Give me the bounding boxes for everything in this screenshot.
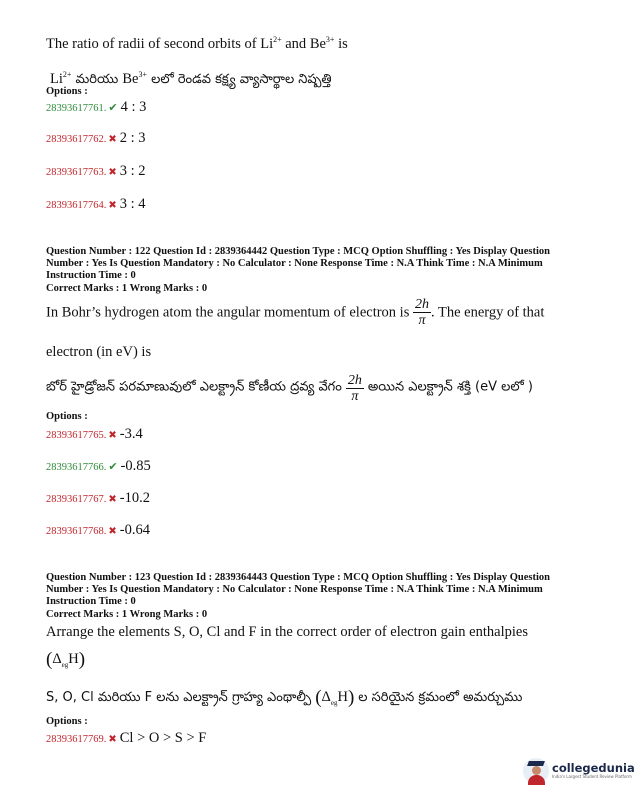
logo-tagline: India's Largest Student Review Platform (552, 774, 632, 779)
q122-question-en (46, 297, 544, 328)
q121-tel-ion1: $Li^{2+}$ (50, 70, 72, 87)
option-value: 2 : 3 (119, 130, 146, 146)
q122-tel-fraction: $\frac{2h}{\pi}$ (347, 373, 362, 404)
q123-tel-1: S, O, Cl మరియు F లను ఎలక్ట్రాన్ గ్రాహ్య ఎంథాల్పీ (46, 690, 312, 705)
option-value: 4 : 3 (120, 99, 147, 115)
q121-and: and (285, 36, 307, 52)
q122-tel-1: బోర్ హైడ్రోజన్ పరమాణువులో ఎలక్ట్రాన్ కోణీయ ద్రవ్య వేగం (46, 379, 342, 395)
option-value: 3 : 4 (119, 196, 146, 212)
q121-tel-rest: లలో రెండవ కక్ష్య వ్యాసార్థాల నిష్పత్తి (146, 72, 332, 87)
check-icon: ✔ (108, 461, 118, 473)
q121-text: The ratio of radii of second orbits of (46, 36, 257, 52)
option-value: -0.64 (119, 522, 150, 538)
q121-ion2: $Be^{3+}$ (309, 35, 335, 52)
cross-icon: ✖ (108, 494, 117, 505)
q122-options-label: Options : (46, 411, 88, 422)
q122-tel-2: అయిన ఎలక్ట్రాన్ శక్తి (eV లలో ) (367, 379, 533, 395)
cross-icon: ✖ (108, 526, 117, 537)
q122-option-4[interactable] (46, 521, 150, 539)
check-icon: ✔ (108, 102, 118, 114)
cross-icon: ✖ (108, 167, 117, 178)
q123-tel-2: ల సరియైన క్రమంలో అమర్చుము (358, 690, 523, 705)
q122-option-2[interactable] (46, 457, 151, 475)
logo-name: collegedunia (552, 761, 635, 775)
option-value: 3 : 2 (119, 163, 146, 179)
q121-question-te (50, 66, 332, 90)
q122-text-2: . The energy of that (430, 304, 545, 321)
q123-marks: Correct Marks : 1 Wrong Marks : 0 (46, 609, 208, 620)
q122-marks: Correct Marks : 1 Wrong Marks : 0 (46, 283, 208, 294)
option-id: 28393617765. (46, 430, 107, 441)
option-id: 28393617763. (46, 167, 107, 178)
option-id: 28393617764. (46, 200, 107, 211)
q123-tel-delta: $(\Delta_{eg}H)$ (315, 687, 355, 708)
option-id: 28393617762. (46, 134, 107, 145)
q122-fraction: $\frac{2h}{\pi}$ (414, 297, 429, 328)
q122-question-te (46, 373, 533, 404)
option-id: 28393617769. (46, 734, 107, 745)
q121-option-4[interactable] (46, 195, 146, 213)
q121-tel-ion2: $Be^{3+}$ (122, 70, 147, 87)
q121-ion1: $Li^{2+}$ (260, 35, 282, 52)
q122-option-1[interactable] (46, 425, 143, 443)
student-avatar-icon (523, 758, 549, 784)
q122-question-en-line2: electron (in eV) is (46, 344, 152, 360)
cross-icon: ✖ (108, 134, 117, 145)
q121-option-1[interactable] (46, 98, 146, 116)
q121-options-label: Options : (46, 86, 88, 97)
q123-meta: Question Number : 123 Question Id : 2839364443 Question Type : MCQ Option Shuffling : Yes Display Question Number : Yes Is Question Mandatory : No Calculator : None Response Time : N.A Think Time : N.A Minimum Instruction Time : 0 (46, 572, 550, 608)
option-id: 28393617766. (46, 462, 107, 473)
cross-icon: ✖ (108, 430, 117, 441)
q121-tel-mid: మరియు (71, 72, 123, 87)
q122-meta: Question Number : 122 Question Id : 2839364442 Question Type : MCQ Option Shuffling : Yes Display Question Number : Yes Is Question Mandatory : No Calculator : None Response Time : N.A Think Time : N.A Minimum Instruction Time : 0 (46, 246, 550, 282)
cross-icon: ✖ (108, 200, 117, 211)
q123-delta-symbol: $(\Delta_{eg}H)$ (46, 649, 86, 670)
q122-text-1: In Bohr’s hydrogen atom the angular momentum of electron is (46, 304, 410, 321)
option-value: -0.85 (120, 458, 151, 474)
option-value: Cl > O > S > F (119, 730, 207, 746)
option-id: 28393617768. (46, 526, 107, 537)
cross-icon: ✖ (108, 734, 117, 745)
q122-option-3[interactable] (46, 489, 150, 507)
q123-options-label: Options : (46, 716, 88, 727)
option-value: -3.4 (119, 426, 143, 442)
option-id: 28393617761. (46, 103, 107, 114)
q121-is: is (338, 36, 348, 52)
q123-question-te (46, 688, 522, 712)
option-value: -10.2 (119, 490, 150, 506)
q121-option-3[interactable] (46, 162, 146, 180)
q121-option-2[interactable] (46, 129, 146, 147)
q121-question-en (46, 31, 348, 53)
q123-question-en: Arrange the elements S, O, Cl and F in the correct order of electron gain enthalpies (46, 624, 528, 640)
collegedunia-logo (523, 758, 635, 784)
q123-option-1[interactable] (46, 729, 206, 747)
option-id: 28393617767. (46, 494, 107, 505)
